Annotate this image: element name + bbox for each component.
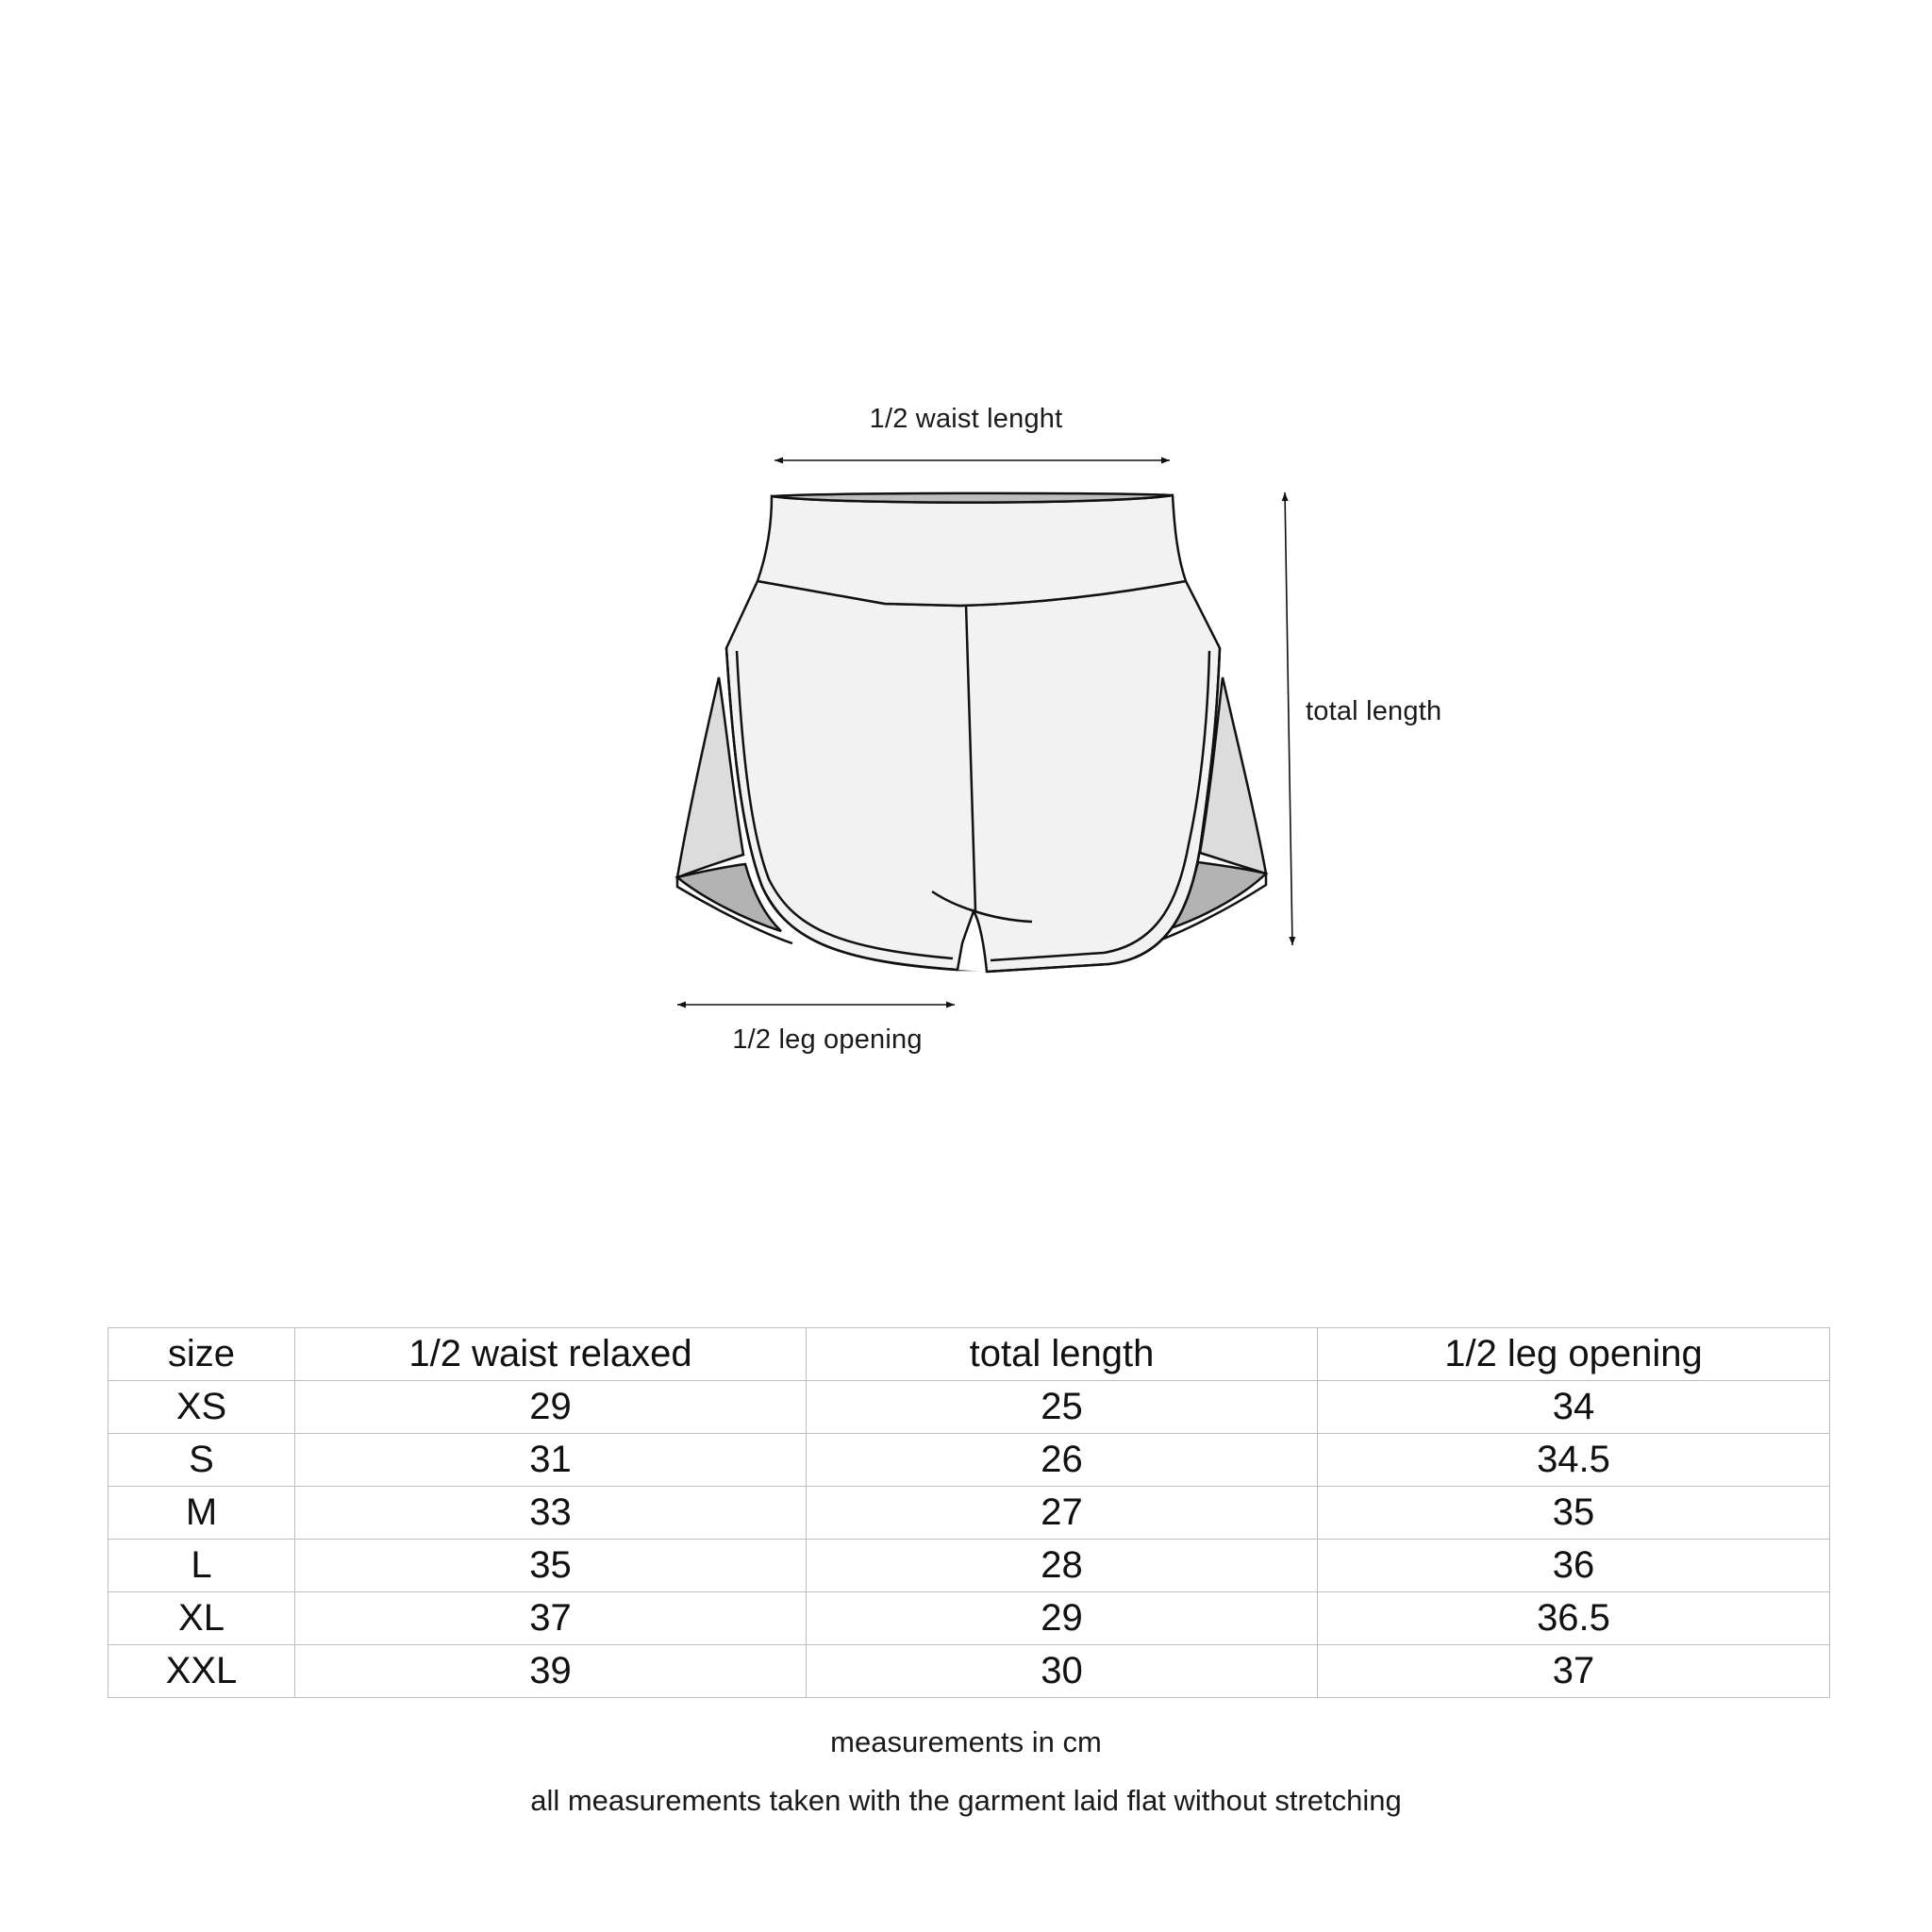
leg-opening-cell: 34: [1318, 1381, 1830, 1434]
table-row: [108, 1540, 1830, 1592]
length-cell: 29: [807, 1592, 1318, 1645]
waistband: [758, 495, 1186, 606]
waist-cell: 39: [295, 1645, 807, 1698]
length-cell: 30: [807, 1645, 1318, 1698]
length-cell: 25: [807, 1381, 1318, 1434]
size-chart-table: [108, 1327, 1830, 1698]
leg-opening-dimension-label: 1/2 leg opening: [732, 1024, 923, 1055]
header-total-length: total length: [807, 1328, 1318, 1381]
length-cell: 27: [807, 1487, 1318, 1540]
size-cell: L: [108, 1540, 295, 1592]
leg-opening-cell: 35: [1318, 1487, 1830, 1540]
waistband-top: [772, 493, 1173, 503]
leg-opening-cell: 34.5: [1318, 1434, 1830, 1487]
leg-opening-cell: 37: [1318, 1645, 1830, 1698]
header-leg-opening: 1/2 leg opening: [1318, 1328, 1830, 1381]
waist-cell: 29: [295, 1381, 807, 1434]
total-length-dimension-label: total length: [1306, 696, 1442, 726]
table-row: [108, 1645, 1830, 1698]
waist-cell: 33: [295, 1487, 807, 1540]
length-cell: 28: [807, 1540, 1318, 1592]
waist-dimension-label: 1/2 waist lenght: [869, 404, 1063, 434]
waist-cell: 37: [295, 1592, 807, 1645]
leg-opening-cell: 36.5: [1318, 1592, 1830, 1645]
waist-cell: 35: [295, 1540, 807, 1592]
length-dimension-line: [1285, 492, 1292, 945]
size-cell: S: [108, 1434, 295, 1487]
table-row: [108, 1592, 1830, 1645]
size-cell: XS: [108, 1381, 295, 1434]
waist-cell: 31: [295, 1434, 807, 1487]
table-row: [108, 1487, 1830, 1540]
length-cell: 26: [807, 1434, 1318, 1487]
units-note: measurements in cm: [830, 1725, 1102, 1758]
table-row: [108, 1381, 1830, 1434]
header-waist: 1/2 waist relaxed: [295, 1328, 807, 1381]
table-header-row: [108, 1328, 1830, 1381]
table-row: [108, 1434, 1830, 1487]
header-size: size: [108, 1328, 295, 1381]
size-cell: M: [108, 1487, 295, 1540]
size-cell: XL: [108, 1592, 295, 1645]
leg-opening-cell: 36: [1318, 1540, 1830, 1592]
measurement-method-note: all measurements taken with the garment laid flat without stretching: [530, 1784, 1402, 1817]
size-cell: XXL: [108, 1645, 295, 1698]
